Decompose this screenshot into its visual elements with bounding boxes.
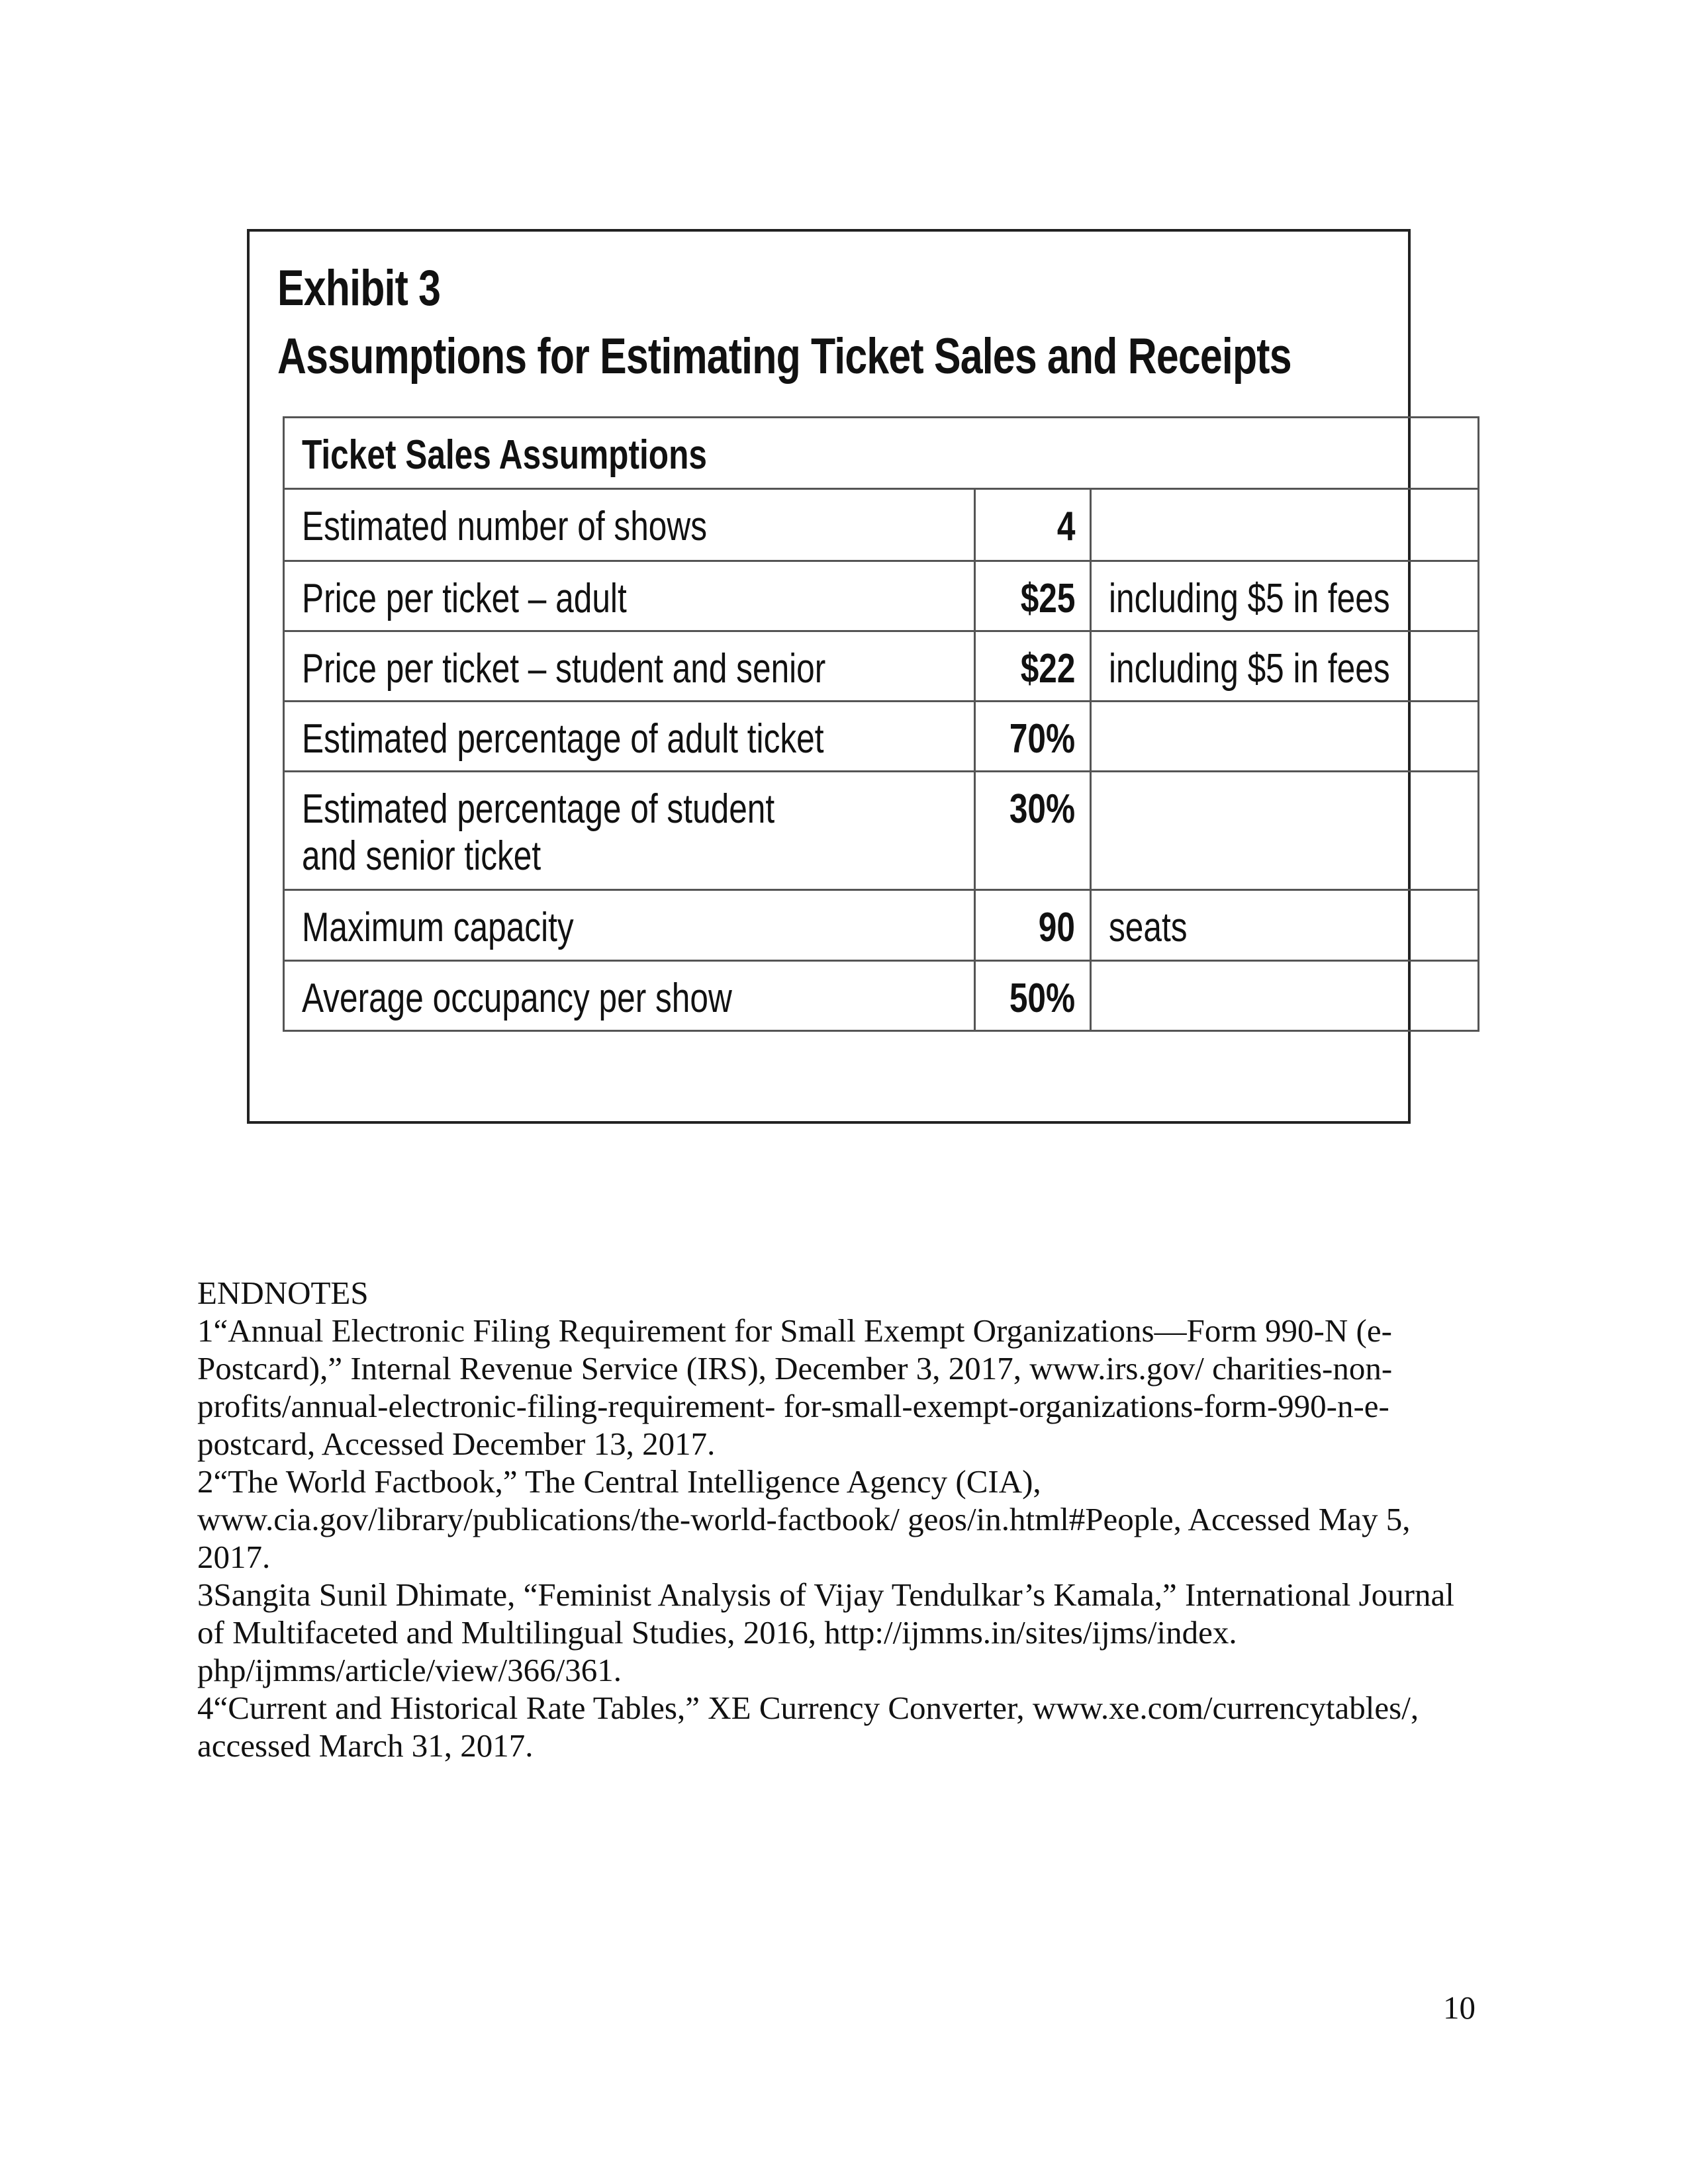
row-label-text: Price per ticket – adult: [302, 576, 627, 621]
endnote-line: accessed March 31, 2017.: [197, 1727, 534, 1764]
row-value-text: $25: [1020, 576, 1076, 621]
endnote-line: php/ijmms/article/view/366/361.: [197, 1652, 622, 1688]
row-value: [975, 702, 1091, 772]
row-value-text: 70%: [1009, 716, 1076, 762]
endnote-line: www.cia.gov/library/publications/the-world-factbook/ geos/in.html#People, Accessed May 5,: [197, 1501, 1411, 1537]
page-number: 10: [1443, 1989, 1476, 2026]
row-label-text: Estimated percentage of student: [302, 786, 775, 832]
table-row: [284, 561, 1479, 631]
row-note: [1091, 890, 1479, 961]
row-label-text: Price per ticket – student and senior: [302, 646, 826, 692]
table-header-row: [284, 418, 1479, 489]
row-value: [975, 631, 1091, 702]
row-label-text-line2: and senior ticket: [302, 833, 541, 879]
row-label: [284, 561, 975, 631]
endnote-line: 2017.: [197, 1539, 271, 1575]
row-note-text: including $5 in fees: [1109, 576, 1390, 621]
row-value: [975, 489, 1091, 561]
row-label-text: Maximum capacity: [302, 905, 574, 950]
row-value-text: 90: [1039, 905, 1076, 950]
exhibit-label-text: Exhibit 3: [277, 260, 441, 316]
row-value: [975, 772, 1091, 890]
row-label: [284, 702, 975, 772]
row-note: [1091, 561, 1479, 631]
row-note: [1091, 772, 1479, 890]
table-row: [284, 772, 1479, 890]
row-value-text: 50%: [1009, 976, 1076, 1021]
endnote-line: postcard, Accessed December 13, 2017.: [197, 1426, 716, 1462]
assumptions-table: [283, 416, 1479, 1032]
row-label: [284, 772, 975, 890]
row-value-text: 4: [1056, 504, 1076, 549]
endnotes-heading: ENDNOTES: [197, 1275, 369, 1311]
row-value: [975, 961, 1091, 1031]
table-row: [284, 702, 1479, 772]
table-row: [284, 489, 1479, 561]
row-note: [1091, 631, 1479, 702]
table-row: [284, 890, 1479, 961]
endnote-line: 4“Current and Historical Rate Tables,” XE Currency Converter, www.xe.com/currencytables/,: [197, 1690, 1419, 1726]
table-row: [284, 631, 1479, 702]
row-note: [1091, 489, 1479, 561]
row-label-text: Estimated percentage of adult ticket: [302, 716, 824, 762]
endnote-line: Postcard),” Internal Revenue Service (IRS), December 3, 2017, www.irs.gov/ charities-non-: [197, 1350, 1393, 1387]
row-value: [975, 561, 1091, 631]
exhibit-title: [277, 328, 1545, 386]
row-label: [284, 961, 975, 1031]
endnote-line: 3Sangita Sunil Dhimate, “Feminist Analysis of Vijay Tendulkar’s Kamala,” International Journal: [197, 1576, 1454, 1613]
row-note-text: seats: [1109, 905, 1188, 950]
exhibit-box: [247, 229, 1411, 1124]
row-value-text: 30%: [1009, 786, 1076, 832]
row-label: [284, 890, 975, 961]
table-header-text: Ticket Sales Assumptions: [302, 432, 707, 478]
row-note-text: including $5 in fees: [1109, 646, 1390, 692]
row-value-text: $22: [1020, 646, 1076, 692]
row-label-text: Estimated number of shows: [302, 504, 708, 549]
row-value: [975, 890, 1091, 961]
row-label: [284, 631, 975, 702]
endnote-line: of Multifaceted and Multilingual Studies, 2016, http://ijmms.in/sites/ijms/index.: [197, 1614, 1237, 1651]
exhibit-label: [277, 259, 481, 318]
table-header: [284, 418, 1479, 489]
endnote-line: 2“The World Factbook,” The Central Intelligence Agency (CIA),: [197, 1463, 1041, 1500]
row-label-text: Average occupancy per show: [302, 976, 732, 1021]
table-row: [284, 961, 1479, 1031]
row-label: [284, 489, 975, 561]
row-note: [1091, 702, 1479, 772]
endnote-line: profits/annual-electronic-filing-requirement- for-small-exempt-organizations-form-990-n-e-: [197, 1388, 1389, 1424]
endnotes: [197, 1274, 1454, 1764]
row-note: [1091, 961, 1479, 1031]
endnote-line: 1“Annual Electronic Filing Requirement for Small Exempt Organizations—Form 990-N (e-: [197, 1312, 1392, 1349]
exhibit-title-text: Assumptions for Estimating Ticket Sales and Receipts: [277, 328, 1291, 385]
